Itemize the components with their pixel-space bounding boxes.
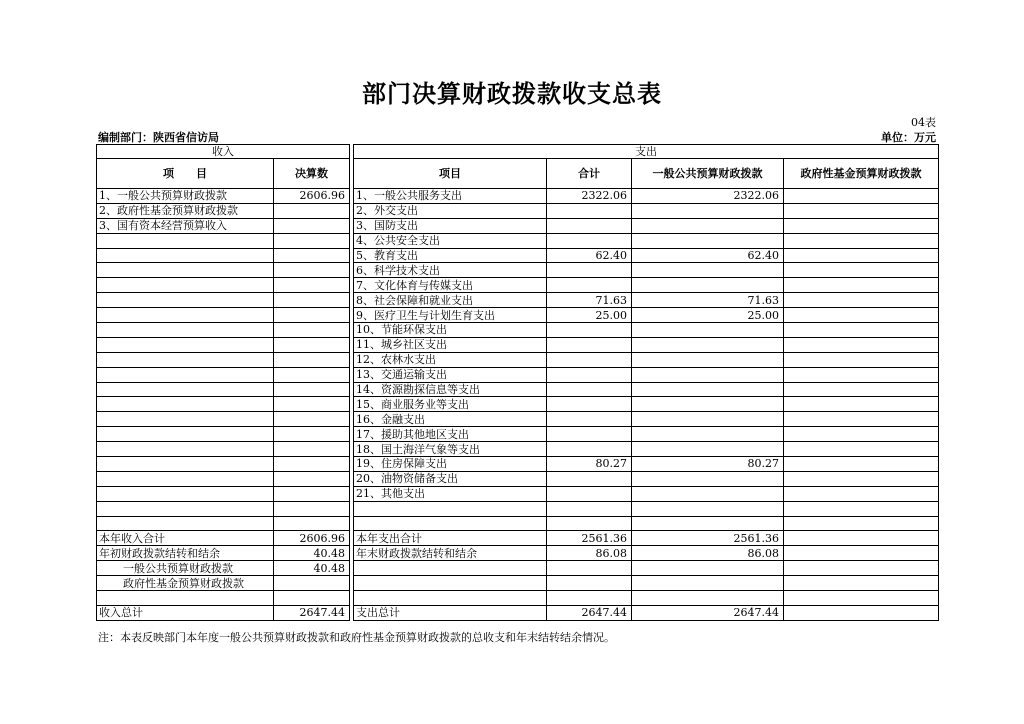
income-amount-cell bbox=[274, 203, 350, 218]
table-row bbox=[97, 531, 939, 546]
table-row bbox=[97, 457, 939, 472]
income-item-cell bbox=[97, 516, 274, 531]
table-row bbox=[97, 412, 939, 427]
fund-budget-cell bbox=[784, 591, 939, 606]
fund-budget-cell bbox=[784, 308, 939, 323]
income-amount-cell: 40.48 bbox=[274, 561, 350, 576]
col-header-general-budget: 一般公共预算财政拨款 bbox=[632, 159, 784, 189]
col-header-total: 合计 bbox=[547, 159, 632, 189]
table-row bbox=[97, 293, 939, 308]
fund-budget-cell bbox=[784, 412, 939, 427]
expense-total-cell bbox=[547, 382, 632, 397]
fund-budget-cell bbox=[784, 352, 939, 367]
fund-budget-cell bbox=[784, 457, 939, 472]
income-amount-cell bbox=[274, 516, 350, 531]
general-budget-cell: 71.63 bbox=[632, 293, 784, 308]
expense-item-cell: 16、金融支出 bbox=[354, 412, 547, 427]
expense-total-cell bbox=[547, 337, 632, 352]
income-item-cell bbox=[97, 457, 274, 472]
income-amount-cell bbox=[274, 591, 350, 606]
general-budget-cell bbox=[632, 516, 784, 531]
fund-budget-cell bbox=[784, 278, 939, 293]
income-item-cell bbox=[97, 278, 274, 293]
expense-total-cell bbox=[547, 263, 632, 278]
income-amount-cell bbox=[274, 308, 350, 323]
general-budget-cell bbox=[632, 471, 784, 486]
income-item-cell bbox=[97, 308, 274, 323]
fund-budget-cell bbox=[784, 293, 939, 308]
income-item-cell: 3、国有资本经营预算收入 bbox=[97, 218, 274, 233]
form-number: 04表 bbox=[911, 116, 936, 129]
income-amount-cell bbox=[274, 471, 350, 486]
expense-total-cell: 71.63 bbox=[547, 293, 632, 308]
income-item-cell bbox=[97, 471, 274, 486]
income-item-cell bbox=[97, 486, 274, 501]
table-row bbox=[97, 218, 939, 233]
table-row bbox=[97, 382, 939, 397]
general-budget-cell bbox=[632, 233, 784, 248]
table-row bbox=[97, 576, 939, 591]
expense-item-cell bbox=[354, 561, 547, 576]
income-item-cell bbox=[97, 352, 274, 367]
col-header-fund-budget: 政府性基金预算财政拨款 bbox=[784, 159, 939, 189]
income-amount-cell bbox=[274, 501, 350, 516]
expense-total-cell bbox=[547, 576, 632, 591]
expense-item-cell: 11、城乡社区支出 bbox=[354, 337, 547, 352]
footnote: 注：本表反映部门本年度一般公共预算财政拨款和政府性基金预算财政拨款的总收支和年末结转结余情况。 bbox=[98, 631, 615, 644]
expense-total-cell bbox=[547, 442, 632, 457]
expense-total-cell bbox=[547, 367, 632, 382]
fund-budget-cell bbox=[784, 501, 939, 516]
income-amount-cell bbox=[274, 263, 350, 278]
fund-budget-cell bbox=[784, 546, 939, 561]
fund-budget-cell bbox=[784, 263, 939, 278]
expense-total-cell bbox=[547, 203, 632, 218]
expense-item-cell bbox=[354, 591, 547, 606]
income-item-cell bbox=[97, 248, 274, 263]
expense-total-cell bbox=[547, 501, 632, 516]
income-amount-cell bbox=[274, 278, 350, 293]
table-row bbox=[97, 501, 939, 516]
table-row bbox=[97, 561, 939, 576]
income-amount-cell bbox=[274, 427, 350, 442]
finance-summary-table bbox=[96, 144, 939, 621]
income-amount-cell bbox=[274, 576, 350, 591]
income-amount-cell bbox=[274, 412, 350, 427]
general-budget-cell bbox=[632, 591, 784, 606]
table-row bbox=[97, 442, 939, 457]
income-item-cell: 收入总计 bbox=[97, 605, 274, 620]
expense-total-cell bbox=[547, 323, 632, 338]
fund-budget-cell bbox=[784, 561, 939, 576]
table-row bbox=[97, 248, 939, 263]
expense-item-cell: 2、外交支出 bbox=[354, 203, 547, 218]
income-amount-cell bbox=[274, 367, 350, 382]
table-row bbox=[97, 367, 939, 382]
fund-budget-cell bbox=[784, 605, 939, 620]
general-budget-cell bbox=[632, 218, 784, 233]
income-item-cell: 1、一般公共预算财政拨款 bbox=[97, 189, 274, 204]
general-budget-cell bbox=[632, 337, 784, 352]
expense-item-cell: 12、农林水支出 bbox=[354, 352, 547, 367]
fund-budget-cell bbox=[784, 367, 939, 382]
table-row bbox=[97, 427, 939, 442]
expense-item-cell: 6、科学技术支出 bbox=[354, 263, 547, 278]
fund-budget-cell bbox=[784, 427, 939, 442]
fund-budget-cell bbox=[784, 531, 939, 546]
expense-total-cell bbox=[547, 427, 632, 442]
table-row bbox=[97, 516, 939, 531]
table-row bbox=[97, 591, 939, 606]
expense-total-cell bbox=[547, 412, 632, 427]
expense-total-cell bbox=[547, 486, 632, 501]
expense-total-cell: 2647.44 bbox=[547, 605, 632, 620]
income-item-cell bbox=[97, 427, 274, 442]
income-item-cell bbox=[97, 263, 274, 278]
expense-item-cell: 5、教育支出 bbox=[354, 248, 547, 263]
general-budget-cell bbox=[632, 412, 784, 427]
income-item-cell: 2、政府性基金预算财政拨款 bbox=[97, 203, 274, 218]
fund-budget-cell bbox=[784, 233, 939, 248]
income-amount-cell: 2606.96 bbox=[274, 189, 350, 204]
header-row-columns bbox=[97, 159, 939, 189]
unit-label: 单位：万元 bbox=[881, 131, 936, 144]
expense-total-cell: 2322.06 bbox=[547, 189, 632, 204]
general-budget-cell bbox=[632, 367, 784, 382]
income-item-cell: 政府性基金预算财政拨款 bbox=[97, 576, 274, 591]
table-row bbox=[97, 233, 939, 248]
expense-item-cell: 8、社会保障和就业支出 bbox=[354, 293, 547, 308]
expense-item-cell bbox=[354, 516, 547, 531]
fund-budget-cell bbox=[784, 382, 939, 397]
income-amount-cell bbox=[274, 397, 350, 412]
expense-item-cell bbox=[354, 501, 547, 516]
general-budget-cell bbox=[632, 263, 784, 278]
expense-total-cell bbox=[547, 397, 632, 412]
fund-budget-cell bbox=[784, 397, 939, 412]
table-row bbox=[97, 263, 939, 278]
income-item-cell bbox=[97, 442, 274, 457]
fund-budget-cell bbox=[784, 442, 939, 457]
expense-item-cell: 15、商业服务业等支出 bbox=[354, 397, 547, 412]
table-row bbox=[97, 546, 939, 561]
header-row-group bbox=[97, 145, 939, 159]
general-budget-cell: 2322.06 bbox=[632, 189, 784, 204]
general-budget-cell: 25.00 bbox=[632, 308, 784, 323]
income-item-cell: 年初财政拨款结转和结余 bbox=[97, 546, 274, 561]
expense-total-cell bbox=[547, 516, 632, 531]
general-budget-cell: 62.40 bbox=[632, 248, 784, 263]
general-budget-cell bbox=[632, 501, 784, 516]
fund-budget-cell bbox=[784, 189, 939, 204]
expense-total-cell bbox=[547, 233, 632, 248]
income-item-cell bbox=[97, 397, 274, 412]
income-item-cell bbox=[97, 501, 274, 516]
income-amount-cell bbox=[274, 486, 350, 501]
expense-total-cell bbox=[547, 352, 632, 367]
expense-item-cell: 14、资源勘探信息等支出 bbox=[354, 382, 547, 397]
table-row bbox=[97, 397, 939, 412]
expense-item-cell: 10、节能环保支出 bbox=[354, 323, 547, 338]
general-budget-cell bbox=[632, 442, 784, 457]
col-header-amount: 决算数 bbox=[274, 159, 350, 189]
fund-budget-cell bbox=[784, 323, 939, 338]
general-budget-cell: 2561.36 bbox=[632, 531, 784, 546]
income-item-cell bbox=[97, 591, 274, 606]
expense-item-cell: 年末财政拨款结转和结余 bbox=[354, 546, 547, 561]
general-budget-cell: 2647.44 bbox=[632, 605, 784, 620]
income-amount-cell bbox=[274, 337, 350, 352]
income-amount-cell bbox=[274, 382, 350, 397]
income-item-cell bbox=[97, 337, 274, 352]
expense-header: 支出 bbox=[354, 145, 939, 159]
expense-total-cell bbox=[547, 591, 632, 606]
general-budget-cell bbox=[632, 561, 784, 576]
general-budget-cell bbox=[632, 323, 784, 338]
table-row bbox=[97, 352, 939, 367]
general-budget-cell bbox=[632, 382, 784, 397]
expense-item-cell: 13、交通运输支出 bbox=[354, 367, 547, 382]
page-title: 部门决算财政拨款收支总表 bbox=[362, 79, 662, 108]
income-item-cell bbox=[97, 367, 274, 382]
income-amount-cell bbox=[274, 457, 350, 472]
income-item-cell: 一般公共预算财政拨款 bbox=[97, 561, 274, 576]
table-row bbox=[97, 486, 939, 501]
general-budget-cell bbox=[632, 278, 784, 293]
general-budget-cell bbox=[632, 203, 784, 218]
expense-item-cell: 3、国防支出 bbox=[354, 218, 547, 233]
table-row bbox=[97, 308, 939, 323]
expense-total-cell bbox=[547, 471, 632, 486]
table-row bbox=[97, 189, 939, 204]
fund-budget-cell bbox=[784, 203, 939, 218]
general-budget-cell: 80.27 bbox=[632, 457, 784, 472]
income-item-cell bbox=[97, 293, 274, 308]
income-amount-cell: 40.48 bbox=[274, 546, 350, 561]
fund-budget-cell bbox=[784, 218, 939, 233]
table-row bbox=[97, 471, 939, 486]
expense-item-cell: 9、医疗卫生与计划生育支出 bbox=[354, 308, 547, 323]
fund-budget-cell bbox=[784, 248, 939, 263]
expense-total-cell: 62.40 bbox=[547, 248, 632, 263]
expense-item-cell: 20、油物资储备支出 bbox=[354, 471, 547, 486]
expense-item-cell: 18、国土海洋气象等支出 bbox=[354, 442, 547, 457]
income-header: 收入 bbox=[97, 145, 350, 159]
expense-total-cell bbox=[547, 218, 632, 233]
general-budget-cell: 86.08 bbox=[632, 546, 784, 561]
general-budget-cell bbox=[632, 576, 784, 591]
income-amount-cell bbox=[274, 233, 350, 248]
table-row bbox=[97, 605, 939, 620]
col-header-expense-item: 项目 bbox=[354, 159, 547, 189]
expense-item-cell: 19、住房保障支出 bbox=[354, 457, 547, 472]
income-item-cell bbox=[97, 323, 274, 338]
general-budget-cell bbox=[632, 352, 784, 367]
expense-item-cell bbox=[354, 576, 547, 591]
fund-budget-cell bbox=[784, 337, 939, 352]
table-row bbox=[97, 203, 939, 218]
income-amount-cell bbox=[274, 293, 350, 308]
fund-budget-cell bbox=[784, 516, 939, 531]
income-item-cell bbox=[97, 382, 274, 397]
expense-total-cell: 80.27 bbox=[547, 457, 632, 472]
general-budget-cell bbox=[632, 397, 784, 412]
fund-budget-cell bbox=[784, 486, 939, 501]
income-amount-cell: 2606.96 bbox=[274, 531, 350, 546]
expense-item-cell: 17、援助其他地区支出 bbox=[354, 427, 547, 442]
expense-item-cell: 21、其他支出 bbox=[354, 486, 547, 501]
expense-total-cell: 86.08 bbox=[547, 546, 632, 561]
income-amount-cell bbox=[274, 323, 350, 338]
table-row bbox=[97, 278, 939, 293]
expense-item-cell: 本年支出合计 bbox=[354, 531, 547, 546]
expense-item-cell: 4、公共安全支出 bbox=[354, 233, 547, 248]
table-row bbox=[97, 323, 939, 338]
col-header-income-item: 项 目 bbox=[97, 159, 274, 189]
fund-budget-cell bbox=[784, 471, 939, 486]
income-amount-cell: 2647.44 bbox=[274, 605, 350, 620]
income-item-cell bbox=[97, 233, 274, 248]
income-amount-cell bbox=[274, 218, 350, 233]
general-budget-cell bbox=[632, 427, 784, 442]
expense-total-cell bbox=[547, 278, 632, 293]
expense-item-cell: 7、文化体育与传媒支出 bbox=[354, 278, 547, 293]
table-row bbox=[97, 337, 939, 352]
expense-item-cell: 支出总计 bbox=[354, 605, 547, 620]
income-amount-cell bbox=[274, 248, 350, 263]
income-item-cell bbox=[97, 412, 274, 427]
expense-total-cell: 25.00 bbox=[547, 308, 632, 323]
income-amount-cell bbox=[274, 442, 350, 457]
fund-budget-cell bbox=[784, 576, 939, 591]
income-amount-cell bbox=[274, 352, 350, 367]
department-label: 编制部门：陕西省信访局 bbox=[98, 131, 219, 144]
general-budget-cell bbox=[632, 486, 784, 501]
expense-total-cell bbox=[547, 561, 632, 576]
expense-total-cell: 2561.36 bbox=[547, 531, 632, 546]
income-item-cell: 本年收入合计 bbox=[97, 531, 274, 546]
expense-item-cell: 1、一般公共服务支出 bbox=[354, 189, 547, 204]
